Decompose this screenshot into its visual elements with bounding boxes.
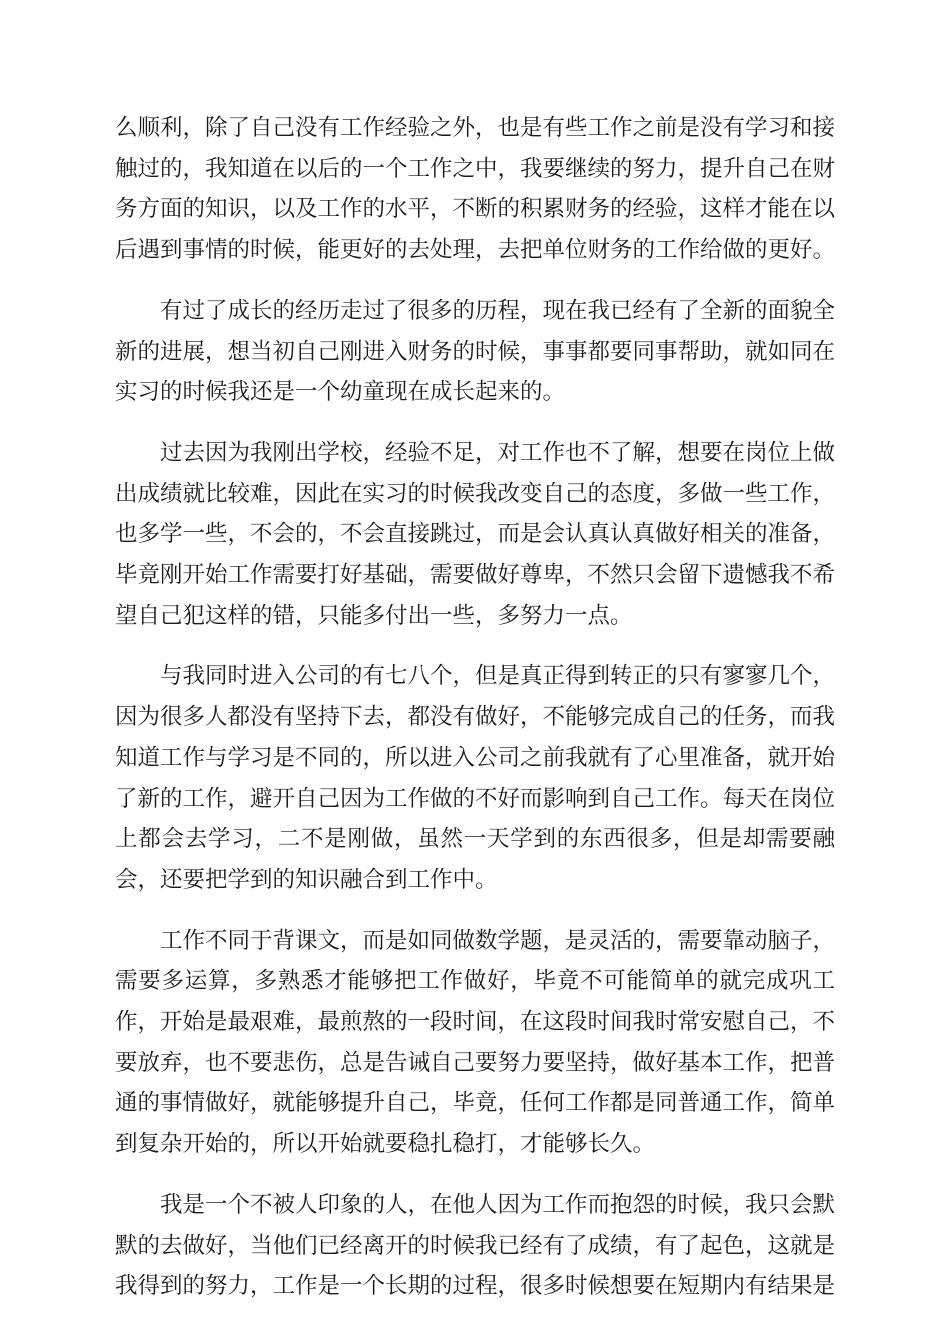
paragraph-3: 过去因为我刚出学校，经验不足，对工作也不了解，想要在岗位上做出成绩就比较难，因此在实习的时候我改变自己的态度，多做一些工作，也多学一些，不会的，不会直接跳过，而是会认真认真做好相关的准备，毕竟刚开始工作需要打好基础，需要做好尊卑，不然只会留下遗憾我不希望自己犯这样的错，只能多付出一些，多努力一点。	[115, 439, 836, 629]
paragraph-4: 与我同时进入公司的有七八个，但是真正得到转正的只有寥寥几个，因为很多人都没有坚持下去，都没有做好，不能够完成自己的任务，而我知道工作与学习是不同的，所以进入公司之前我就有了心里准备，就开始了新的工作，避开自己因为工作做的不好而影响到自己工作。每天在岗位上都会去学习，二不是刚做，虽然一天学到的东西很多，但是却需要融会，还要把学到的知识融合到工作中。	[115, 663, 836, 893]
document-page	[115, 108, 835, 1327]
paragraph-6: 我是一个不被人印象的人，在他人因为工作而抱怨的时候，我只会默默的去做好，当他们已经离开的时候我已经有了成绩，有了起色，这就是我得到的努力，工作是一个长期的过程，很多时候想要在短期内有结果是	[115, 1191, 836, 1300]
paragraph-1: 么顺利，除了自己没有工作经验之外，也是有些工作之前是没有学习和接触过的，我知道在以后的一个工作之中，我要继续的努力，提升自己在财务方面的知识，以及工作的水平，不断的积累财务的经验，这样才能在以后遇到事情的时候，能更好的去处理，去把单位财务的工作给做的更好。	[115, 115, 836, 264]
paragraph-2: 有过了成长的经历走过了很多的历程，现在我已经有了全新的面貌全新的进展，想当初自己刚进入财务的时候，事事都要同事帮助，就如同在实习的时候我还是一个幼童现在成长起来的。	[115, 297, 836, 406]
paragraph-5: 工作不同于背课文，而是如同做数学题，是灵活的，需要靠动脑子，需要多运算，多熟悉才能够把工作做好，毕竟不可能简单的就完成巩工作，开始是最艰难，最煎熬的一段时间，在这段时间我时常安慰自己，不要放弃，也不要悲伤，总是告诫自己要努力要坚持，做好基本工作，把普通的事情做好，就能够提升自己，毕竟，任何工作都是同普通工作，简单到复杂开始的，所以开始就要稳扎稳打，才能够长久。	[115, 927, 836, 1158]
